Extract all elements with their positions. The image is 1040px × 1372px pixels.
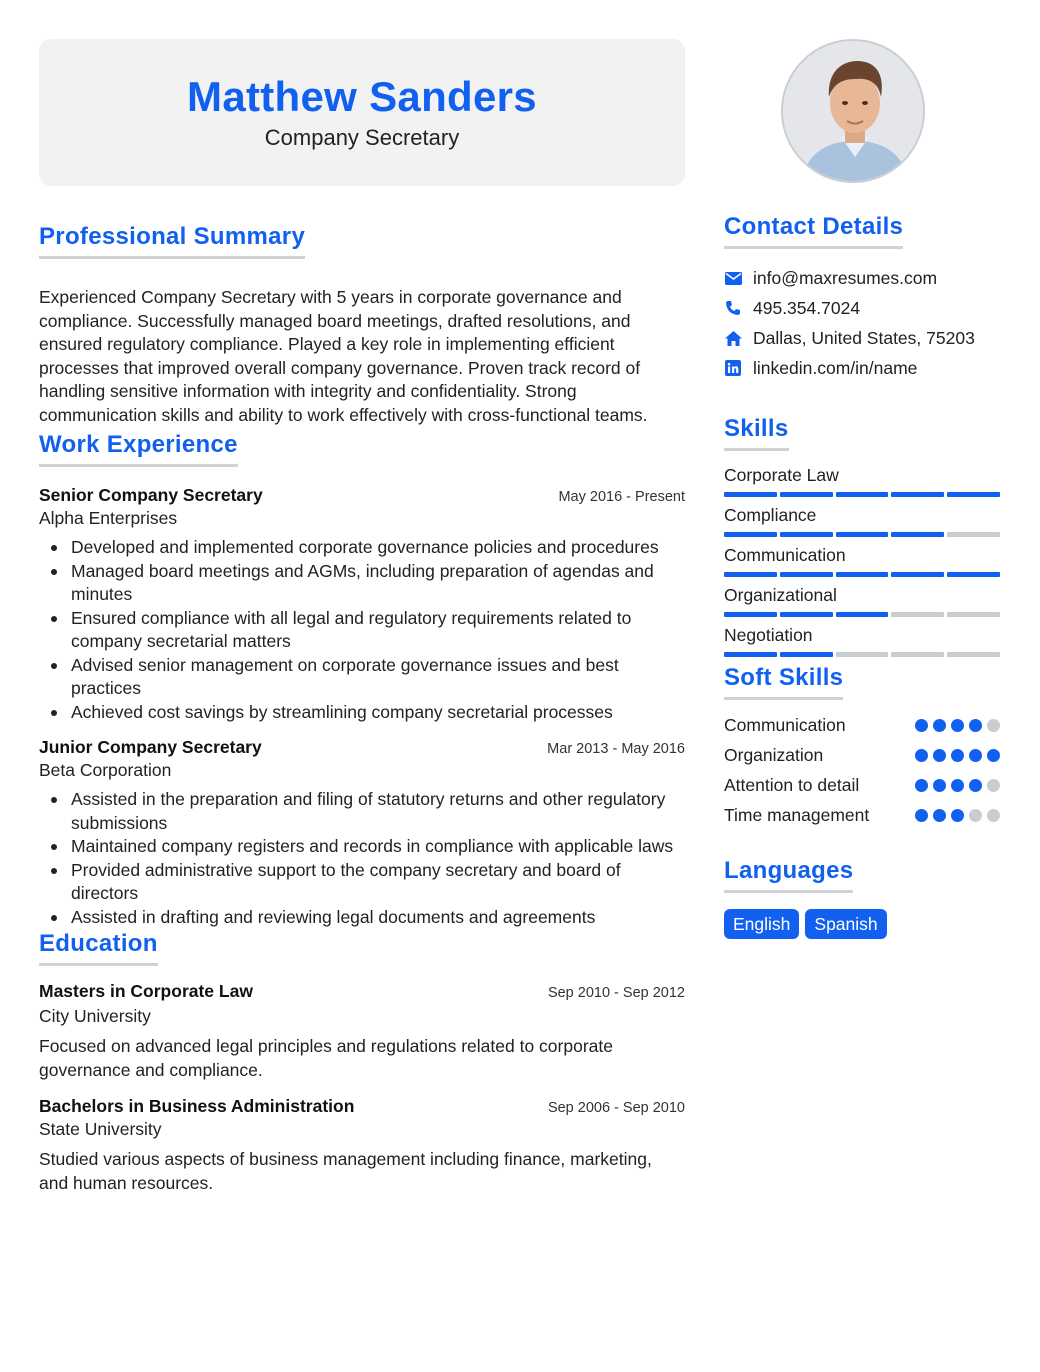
- rating-dot: [969, 719, 982, 732]
- skill-level-segment: [947, 612, 1000, 617]
- job-entry: [39, 736, 685, 929]
- summary-text: Experienced Company Secretary with 5 years in corporate governance and compliance. Successfully managed board meetings, drafted resolutions, and ensured regulatory compliance. Played a key role in implementing efficient processes that improved overall company governance. Proven track record of handling sensitive information with integrity and confidentiality. Strong communication skills and ability to work effectively with cross-functional teams.: [39, 287, 648, 425]
- rating-dot: [933, 779, 946, 792]
- soft-skill-rating: [915, 749, 1000, 762]
- skills-heading: Skills: [724, 414, 789, 451]
- skill-level-segment: [947, 652, 1000, 657]
- soft-skills-heading: Soft Skills: [724, 663, 843, 700]
- skill-item: [724, 504, 1000, 537]
- skill-level-segment: [836, 532, 889, 537]
- summary-heading: Professional Summary: [39, 222, 305, 259]
- rating-dot: [969, 809, 982, 822]
- language-tag: English: [724, 909, 799, 939]
- list-item: Assisted in drafting and reviewing legal documents and agreements: [39, 906, 685, 930]
- linkedin-icon: [724, 359, 742, 377]
- rating-dot: [951, 719, 964, 732]
- rating-dot: [951, 749, 964, 762]
- skill-level-segment: [780, 612, 833, 617]
- job-date: May 2016 - Present: [558, 489, 685, 505]
- skill-level-segment: [891, 492, 944, 497]
- skill-level-segment: [836, 492, 889, 497]
- rating-dot: [987, 719, 1000, 732]
- skill-item: [724, 464, 1000, 497]
- soft-skill-rating: [915, 809, 1000, 822]
- skill-item: [724, 544, 1000, 577]
- skill-level-bar: [724, 492, 1000, 497]
- envelope-icon: [724, 269, 742, 287]
- skill-level-segment: [780, 492, 833, 497]
- degree-title: Masters in Corporate Law: [39, 981, 253, 1001]
- soft-skill-item: [724, 770, 1000, 800]
- contact-section: [724, 212, 1000, 383]
- skill-level-segment: [780, 652, 833, 657]
- skill-name: Compliance: [724, 505, 817, 525]
- skill-level-bar: [724, 612, 1000, 617]
- linkedin-text: linkedin.com/in/name: [753, 357, 918, 378]
- list-item: Developed and implemented corporate governance policies and procedures: [39, 536, 685, 560]
- rating-dot: [915, 719, 928, 732]
- list-item: Managed board meetings and AGMs, including preparation of agendas and minutes: [39, 560, 685, 607]
- school-name: City University: [39, 1006, 151, 1026]
- soft-skills-section: [724, 663, 1000, 830]
- education-section: [39, 929, 685, 1195]
- rating-dot: [969, 779, 982, 792]
- languages-section: [724, 856, 1000, 939]
- address-text: Dallas, United States, 75203: [753, 327, 975, 348]
- soft-skills-list: [724, 710, 1000, 830]
- phone-icon: [724, 299, 742, 317]
- soft-skill-name: Communication: [724, 715, 846, 735]
- skill-level-segment: [947, 492, 1000, 497]
- education-desc: Studied various aspects of business management including finance, marketing, and human resources.: [39, 1149, 652, 1193]
- rating-dot: [915, 779, 928, 792]
- list-item: Achieved cost savings by streamlining company secretarial processes: [39, 701, 685, 725]
- skill-item: [724, 584, 1000, 617]
- skill-name: Negotiation: [724, 625, 813, 645]
- rating-dot: [987, 809, 1000, 822]
- soft-skill-item: [724, 710, 1000, 740]
- skill-level-segment: [780, 572, 833, 577]
- job-entry: [39, 484, 685, 724]
- rating-dot: [951, 779, 964, 792]
- skill-level-segment: [780, 532, 833, 537]
- soft-skill-name: Time management: [724, 805, 870, 825]
- skill-item: [724, 624, 1000, 657]
- profile-photo: [781, 39, 925, 183]
- job-company: Alpha Enterprises: [39, 508, 178, 528]
- skill-level-segment: [724, 612, 777, 617]
- soft-skill-rating: [915, 779, 1000, 792]
- job-title: Junior Company Secretary: [39, 737, 262, 757]
- job-title: Senior Company Secretary: [39, 485, 263, 505]
- rating-dot: [933, 749, 946, 762]
- soft-skill-item: [724, 740, 1000, 770]
- skill-level-segment: [891, 572, 944, 577]
- skill-level-bar: [724, 572, 1000, 577]
- email-text: info@maxresumes.com: [753, 267, 938, 288]
- main-column: [39, 222, 685, 1195]
- skill-level-bar: [724, 652, 1000, 657]
- skills-section: [724, 414, 1000, 657]
- degree-title: Bachelors in Business Administration: [39, 1096, 355, 1116]
- soft-skill-rating: [915, 719, 1000, 732]
- skill-level-segment: [947, 532, 1000, 537]
- skill-level-segment: [836, 612, 889, 617]
- phone-text: 495.354.7024: [753, 297, 861, 318]
- rating-dot: [933, 809, 946, 822]
- skill-name: Organizational: [724, 585, 837, 605]
- skill-level-segment: [724, 492, 777, 497]
- skill-level-segment: [724, 652, 777, 657]
- language-tags: [724, 909, 1000, 939]
- candidate-role: Company Secretary: [264, 125, 460, 150]
- rating-dot: [969, 749, 982, 762]
- skill-level-segment: [891, 532, 944, 537]
- education-entry: [39, 1095, 685, 1195]
- skill-level-bar: [724, 532, 1000, 537]
- skill-level-segment: [947, 572, 1000, 577]
- contact-phone[interactable]: [724, 293, 1000, 323]
- education-desc: Focused on advanced legal principles and regulations related to corporate governance and compliance.: [39, 1036, 613, 1080]
- education-date: Sep 2010 - Sep 2012: [547, 985, 685, 1001]
- contact-heading: Contact Details: [724, 212, 903, 249]
- list-item: Assisted in the preparation and filing of statutory returns and other regulatory submissions: [39, 788, 685, 835]
- header-box: [39, 39, 685, 186]
- job-bullets: [39, 536, 685, 724]
- skill-level-segment: [836, 652, 889, 657]
- rating-dot: [951, 809, 964, 822]
- skills-list: [724, 464, 1000, 657]
- summary-section: [39, 222, 685, 427]
- list-item: Advised senior management on corporate governance issues and best practices: [39, 654, 685, 701]
- list-item: Provided administrative support to the company secretary and board of directors: [39, 859, 685, 906]
- soft-skill-name: Attention to detail: [724, 775, 860, 795]
- rating-dot: [987, 749, 1000, 762]
- contact-linkedin[interactable]: [724, 353, 1000, 383]
- languages-heading: Languages: [724, 856, 853, 893]
- person-portrait-icon: [783, 41, 925, 183]
- skill-level-segment: [724, 532, 777, 537]
- experience-section: [39, 430, 685, 929]
- education-date: Sep 2006 - Sep 2010: [547, 1100, 685, 1116]
- skill-name: Communication: [724, 545, 846, 565]
- soft-skill-item: [724, 800, 1000, 830]
- list-item: Maintained company registers and records in compliance with applicable laws: [39, 835, 685, 859]
- job-date: Mar 2013 - May 2016: [547, 741, 685, 757]
- rating-dot: [915, 809, 928, 822]
- skill-name: Corporate Law: [724, 465, 839, 485]
- skill-level-segment: [891, 612, 944, 617]
- job-bullets: [39, 788, 685, 929]
- school-name: State University: [39, 1119, 162, 1139]
- skill-level-segment: [724, 572, 777, 577]
- skill-level-segment: [836, 572, 889, 577]
- contact-address: [724, 323, 1000, 353]
- candidate-name: Matthew Sanders: [187, 73, 537, 120]
- soft-skill-name: Organization: [724, 745, 824, 765]
- language-tag: Spanish: [805, 909, 886, 939]
- skill-level-segment: [891, 652, 944, 657]
- education-heading: Education: [39, 929, 158, 966]
- contact-email[interactable]: [724, 263, 1000, 293]
- rating-dot: [987, 779, 1000, 792]
- rating-dot: [915, 749, 928, 762]
- education-entry: [39, 980, 685, 1082]
- sidebar-column: [724, 212, 1000, 939]
- experience-heading: Work Experience: [39, 430, 238, 467]
- home-icon: [724, 329, 742, 347]
- rating-dot: [933, 719, 946, 732]
- list-item: Ensured compliance with all legal and regulatory requirements related to company secretarial matters: [39, 607, 685, 654]
- job-company: Beta Corporation: [39, 760, 172, 780]
